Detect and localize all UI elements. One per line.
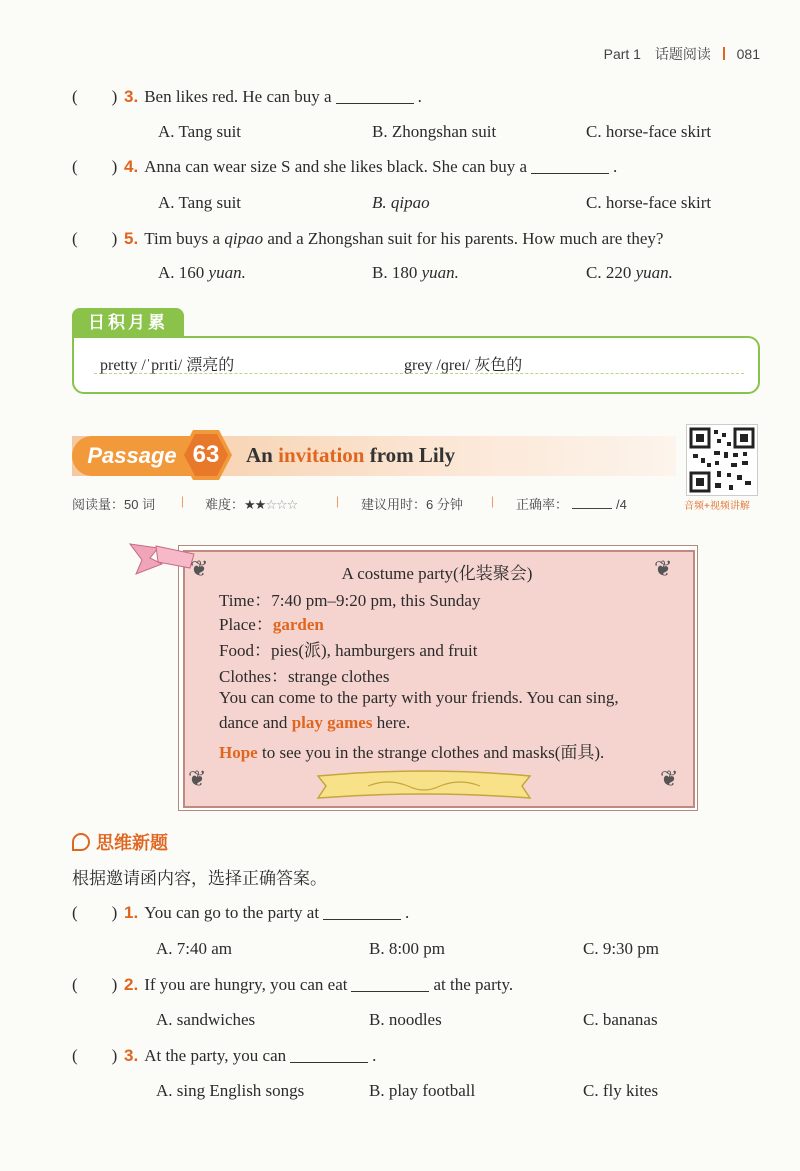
difficulty: 难度：★★☆☆☆ — [205, 497, 298, 512]
card-time: Time：7:40 pm–9:20 pm, this Sunday — [219, 591, 481, 610]
question-text: Anna can wear size S and she likes black. She can buy a — [144, 157, 528, 176]
option-c: C. fly kites — [583, 1081, 659, 1100]
card-clothes: Clothes：strange clothes — [219, 667, 390, 686]
question-number: 3. — [124, 87, 139, 106]
swirl-decoration: ❦ — [654, 556, 673, 581]
option-a: A. 7:40 am — [156, 939, 233, 958]
answer-blank[interactable] — [351, 976, 429, 992]
question-text: Ben likes red. He can buy a — [144, 87, 332, 106]
option-a: A. sing English songs — [156, 1081, 305, 1100]
instruction: 根据邀请函内容，选择正确答案。 — [72, 869, 327, 888]
option-b: B. 180 yuan. — [372, 263, 459, 282]
section-label: 话题阅读 — [654, 46, 711, 62]
header-divider — [723, 47, 725, 60]
answer-blank[interactable] — [531, 158, 609, 174]
qr-code[interactable] — [686, 424, 758, 496]
card-place: Place：garden — [219, 615, 324, 634]
option-a: A. sandwiches — [156, 1010, 256, 1029]
card-text-line: You can come to the party with your friends. You can sing, — [219, 688, 619, 707]
suggested-time: 建议用时：6 分钟 — [361, 497, 463, 512]
card-text-line: Hope to see you in the strange clothes and masks(面具). — [219, 743, 605, 762]
passage-number: 63 — [192, 441, 220, 468]
swirl-decoration: ❦ — [190, 556, 209, 581]
option-b: B. Zhongshan suit — [372, 122, 497, 141]
option-a: A. Tang suit — [158, 122, 242, 141]
section-title: 思维新题 — [72, 829, 168, 855]
star-icon: ★★ — [244, 497, 266, 512]
option-c: C. 9:30 pm — [583, 939, 660, 958]
word-bank-title: 日积月累 — [72, 308, 184, 338]
card-text-line: dance and play games here. — [219, 713, 411, 732]
page-header — [604, 44, 760, 64]
option-c: C. horse-face skirt — [586, 193, 712, 212]
scroll-decoration — [308, 768, 540, 804]
swirl-decoration: ❦ — [660, 766, 679, 791]
option-b: B. 8:00 pm — [369, 939, 446, 958]
option-c: C. 220 yuan. — [586, 263, 673, 282]
accuracy-blank[interactable] — [572, 497, 612, 509]
option-b: B. noodles — [369, 1010, 442, 1029]
word-count: 阅读量：50 词 — [72, 497, 156, 512]
option-c: C. bananas — [583, 1010, 658, 1029]
passage-label: Passage — [72, 436, 192, 476]
card-food: Food：pies(派), hamburgers and fruit — [219, 641, 478, 660]
word-bank-item: grey /ɡreɪ/ 灰色的 — [404, 357, 523, 374]
option-c: C. horse-face skirt — [586, 122, 712, 141]
answer-blank[interactable] — [336, 88, 414, 104]
option-a: A. Tang suit — [158, 193, 242, 212]
star-outline-icon: ☆☆☆ — [265, 497, 298, 512]
answer-blank[interactable] — [323, 904, 401, 920]
option-b: B. play football — [369, 1081, 476, 1100]
question-3: ( ) 3. Ben likes red. He can buy a . — [72, 87, 422, 106]
option-b: B. qipao — [372, 193, 430, 212]
option-a: A. 160 yuan. — [158, 263, 246, 282]
part-label: Part 1 — [603, 46, 641, 62]
accuracy: 正确率： /4 — [516, 497, 627, 512]
leaf-icon — [72, 833, 90, 851]
question-4: ( ) 4. Anna can wear size S and she likes black. She can buy a . — [72, 157, 618, 176]
qr-caption: 音频+视频讲解 — [684, 501, 750, 512]
word-bank-item: pretty /ˈprɪti/ 漂亮的 — [100, 357, 235, 374]
swirl-decoration: ❦ — [188, 766, 207, 791]
question-2: ( ) 2. If you are hungry, you can eat at the party. — [72, 975, 514, 994]
page-number: 081 — [736, 46, 760, 62]
question-3b: ( ) 3. At the party, you can . — [72, 1046, 377, 1065]
question-1: ( ) 1. You can go to the party at . — [72, 903, 410, 922]
passage-title: An invitation from Lily — [246, 443, 456, 467]
answer-blank[interactable] — [290, 1047, 368, 1063]
card-title: A costume party(化装聚会) — [341, 564, 533, 583]
question-5: ( ) 5. Tim buys a qipao and a Zhongshan suit for his parents. How much are they? — [72, 229, 664, 248]
